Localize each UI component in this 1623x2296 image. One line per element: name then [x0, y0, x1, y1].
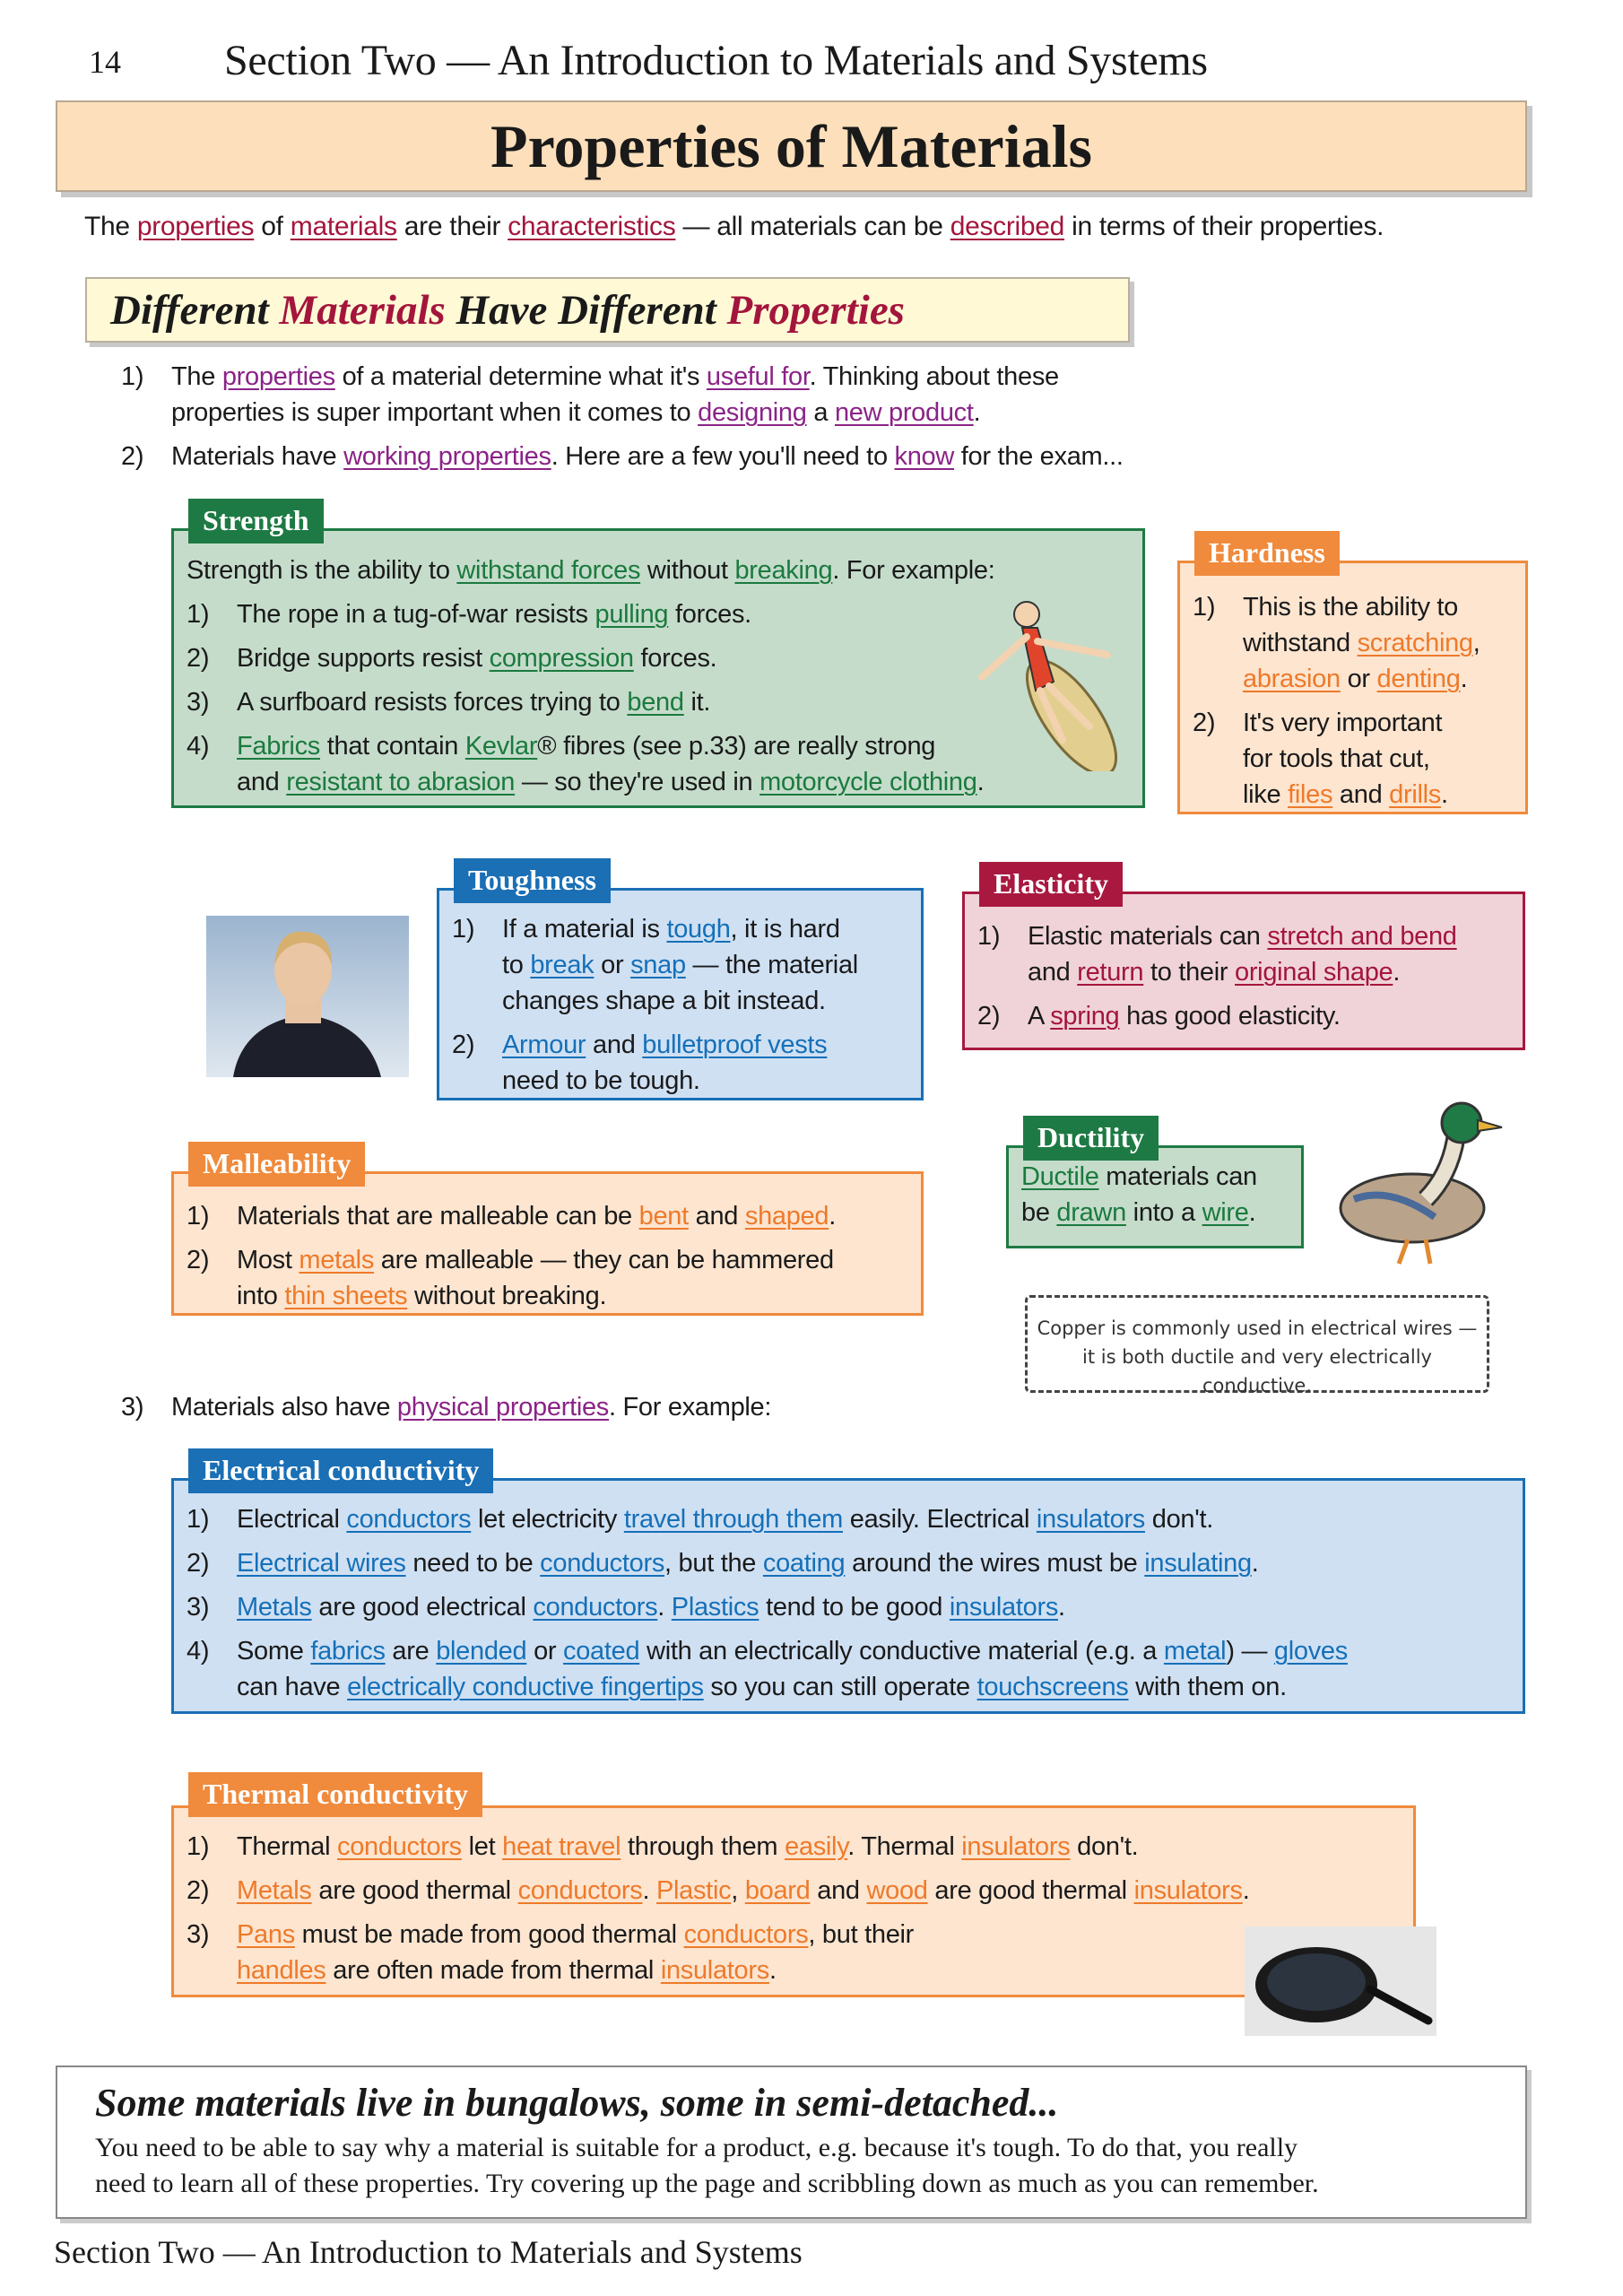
section-header: Section Two — An Introduction to Materials and Systems [224, 37, 1208, 84]
thermal-conductivity-box [171, 1805, 1416, 1997]
malleability-tab: Malleability [188, 1142, 365, 1187]
list-item [187, 1873, 1401, 1909]
list-item [187, 1633, 1510, 1705]
highlighted-term: scratching [1357, 629, 1473, 657]
item-text: Some fabrics are blended or coated with an electrically conductive material (e.g. a metal) — gloves can have electrically conductive fingertips so you can still operate touchscreens with them on. [237, 1637, 1348, 1701]
list-item [187, 1545, 1510, 1581]
item-number: 1) [977, 922, 1001, 951]
highlighted-term: Pans [237, 1920, 295, 1949]
highlighted-term: stretch and bend [1267, 922, 1457, 951]
item-text: Electrical wires need to be conductors, but the coating around the wires must be insulating. [237, 1549, 1259, 1578]
highlighted-term: metal [1163, 1637, 1227, 1665]
ductility-text: Ductile materials can be drawn into a wire. [1021, 1162, 1257, 1227]
list-item [187, 1829, 1401, 1865]
list-item [121, 1389, 1197, 1425]
highlighted-term: properties [136, 212, 255, 241]
subheading-part: Have Different [445, 287, 727, 334]
highlighted-term: conductors [517, 1876, 643, 1905]
highlighted-term: conductors [533, 1593, 658, 1622]
item-number: 1) [187, 1832, 210, 1861]
item-number: 1) [187, 1202, 210, 1231]
highlighted-term: drills [1389, 780, 1441, 809]
highlighted-term: breaking [734, 556, 833, 585]
list-item [452, 911, 908, 1019]
item-number: 1) [187, 1505, 210, 1534]
item-number: 2) [187, 1246, 210, 1274]
main-list [121, 359, 1287, 483]
list-item [121, 359, 1287, 430]
thermal-list [187, 1829, 1401, 1988]
highlighted-term: insulating [1144, 1549, 1252, 1578]
physical-properties-item [121, 1389, 1197, 1425]
item-text: Most metals are malleable — they can be hammered into thin sheets without breaking. [237, 1246, 834, 1310]
item-text: Metals are good thermal conductors. Plastic, board and wood are good thermal insulators. [237, 1876, 1250, 1905]
highlighted-term: return [1077, 958, 1144, 987]
highlighted-term: snap [630, 951, 686, 979]
highlighted-term: compression [489, 644, 634, 673]
copper-note: Copper is commonly used in electrical wires — it is both ductile and very electrically conductive. [1025, 1295, 1489, 1393]
highlighted-term: new product [834, 398, 974, 427]
item-text: Fabrics that contain Kevlar® fibres (see p.33) are really strong and resistant to abrasion — so they're used in motorcycle clothing. [237, 732, 985, 796]
highlighted-term: physical properties [396, 1393, 609, 1422]
highlighted-term: thin sheets [284, 1282, 408, 1310]
item-text: Materials also have physical properties. For example: [171, 1393, 772, 1422]
item-number: 4) [187, 732, 210, 761]
toughness-list [452, 911, 908, 1099]
highlighted-term: designing [698, 398, 807, 427]
highlighted-term: coating [762, 1549, 846, 1578]
electrical-tab: Electrical conductivity [188, 1448, 493, 1493]
highlighted-term: wire [1202, 1198, 1249, 1227]
item-number: 2) [187, 1876, 210, 1905]
malleability-box [171, 1171, 924, 1316]
highlighted-term: working properties [343, 442, 551, 471]
highlighted-term: fabrics [310, 1637, 386, 1665]
electrical-list [187, 1501, 1510, 1705]
highlighted-term: bulletproof vests [642, 1031, 828, 1059]
page-title: Properties of Materials [56, 100, 1527, 192]
item-number: 1) [452, 915, 475, 944]
list-item [977, 998, 1510, 1034]
highlighted-term: insulators [1133, 1876, 1243, 1905]
malleability-list [187, 1198, 908, 1314]
highlighted-term: denting [1376, 665, 1461, 693]
list-item [1193, 589, 1513, 697]
item-text: Elastic materials can stretch and bend and return to their original shape. [1028, 922, 1457, 987]
intro-text: The properties of materials are their characteristics — all materials can be described in terms of their properties. [84, 212, 1384, 241]
highlighted-term: metals [299, 1246, 375, 1274]
toughness-box [437, 888, 924, 1100]
highlighted-term: Metals [237, 1876, 312, 1905]
highlighted-term: Ductile [1021, 1162, 1099, 1191]
highlighted-term: Electrical wires [237, 1549, 406, 1578]
frying-pan-photo [1245, 1926, 1436, 2036]
list-item [121, 439, 1287, 474]
highlighted-term: easily [785, 1832, 848, 1861]
highlighted-term: conductors [337, 1832, 462, 1861]
item-number: 3) [187, 688, 210, 717]
electrical-conductivity-box [171, 1478, 1525, 1714]
highlighted-term: shaped [744, 1202, 829, 1231]
highlighted-term: motorcycle clothing [759, 768, 977, 796]
item-text: Thermal conductors let heat travel through them easily. Thermal insulators don't. [237, 1832, 1139, 1861]
highlighted-term: Metals [237, 1593, 312, 1622]
highlighted-term: described [950, 212, 1065, 241]
item-text: If a material is tough, it is hard to break or snap — the material changes shape a bit instead. [502, 915, 858, 1015]
item-text: Materials that are malleable can be bent and shaped. [237, 1202, 836, 1231]
strength-tab: Strength [188, 499, 324, 544]
list-item [187, 1917, 1401, 1988]
highlighted-term: insulators [961, 1832, 1071, 1861]
item-text: The properties of a material determine what it's useful for. Thinking about these properties is super important when it comes to designing a new product. [171, 362, 1059, 427]
highlighted-term: blended [436, 1637, 527, 1665]
highlighted-term: bend [627, 688, 684, 717]
item-number: 1) [121, 362, 144, 391]
list-item [187, 1501, 1510, 1537]
highlighted-term: tough [666, 915, 731, 944]
page-number: 14 [89, 44, 121, 80]
item-number: 2) [121, 442, 144, 471]
strength-statement: Strength is the ability to withstand forces without breaking. For example: [187, 556, 995, 585]
highlighted-term: spring [1050, 1002, 1120, 1031]
item-number: 3) [187, 1593, 210, 1622]
highlighted-term: insulators [660, 1956, 769, 1985]
subheading-part: Different [110, 287, 280, 334]
item-number: 2) [1193, 709, 1216, 737]
subheading-accent: Properties [726, 287, 905, 334]
elasticity-tab: Elasticity [979, 862, 1123, 907]
thermal-tab: Thermal conductivity [188, 1772, 482, 1817]
highlighted-term: Armour [502, 1031, 586, 1059]
item-text: This is the ability to withstand scratching, abrasion or denting. [1243, 593, 1480, 693]
highlighted-term: Plastic [655, 1876, 732, 1905]
summary-box [56, 2066, 1527, 2219]
item-text: The rope in a tug-of-war resists pulling forces. [237, 600, 751, 629]
elasticity-box [962, 891, 1525, 1050]
list-item [1193, 705, 1513, 813]
toughness-tab: Toughness [454, 858, 611, 903]
highlighted-term: resistant to abrasion [286, 768, 516, 796]
item-number: 4) [187, 1637, 210, 1665]
item-text: Materials have working properties. Here are a few you'll need to know for the exam... [171, 442, 1124, 471]
item-number: 3) [121, 1393, 144, 1422]
highlighted-term: board [744, 1876, 811, 1905]
list-item [977, 918, 1510, 990]
highlighted-term: electrically conductive fingertips [347, 1673, 704, 1701]
hardness-tab: Hardness [1194, 531, 1340, 576]
item-number: 2) [187, 644, 210, 673]
item-text: A surfboard resists forces trying to bend it. [237, 688, 711, 717]
highlighted-term: files [1288, 780, 1333, 809]
highlighted-term: insulators [949, 1593, 1059, 1622]
highlighted-term: travel through them [623, 1505, 843, 1534]
highlighted-term: bent [638, 1202, 689, 1231]
highlighted-term: conductors [346, 1505, 472, 1534]
highlighted-term: Kevlar [464, 732, 538, 761]
highlighted-term: conductors [683, 1920, 809, 1949]
hardness-box [1177, 561, 1528, 814]
highlighted-term: pulling [595, 600, 669, 629]
item-number: 2) [452, 1031, 475, 1059]
highlighted-term: Fabrics [237, 732, 320, 761]
highlighted-term: materials [290, 212, 397, 241]
highlighted-term: characteristics [508, 212, 676, 241]
highlighted-term: abrasion [1243, 665, 1341, 693]
ductility-box [1006, 1145, 1304, 1248]
item-text: Armour and bulletproof vests need to be tough. [502, 1031, 828, 1095]
highlighted-term: useful for [706, 362, 810, 391]
highlighted-term: break [530, 951, 595, 979]
summary-title: Some materials live in bungalows, some in semi-detached... [95, 2081, 1059, 2125]
item-number: 2) [187, 1549, 210, 1578]
highlighted-term: know [894, 442, 955, 471]
highlighted-term: coated [563, 1637, 640, 1665]
highlighted-term: withstand forces [456, 556, 641, 585]
list-item [452, 1027, 908, 1099]
highlighted-term: insulators [1036, 1505, 1145, 1534]
item-text: Metals are good electrical conductors. Plastics tend to be good insulators. [237, 1593, 1065, 1622]
ductility-tab: Ductility [1023, 1116, 1159, 1161]
highlighted-term: touchscreens [976, 1673, 1129, 1701]
highlighted-term: conductors [540, 1549, 665, 1578]
hardness-list [1193, 589, 1513, 813]
highlighted-term: drawn [1056, 1198, 1126, 1227]
list-item [187, 1242, 908, 1314]
list-item [187, 1198, 908, 1234]
footer: Section Two — An Introduction to Materials and Systems [54, 2234, 803, 2270]
item-text: Pans must be made from good thermal conductors, but their handles are often made from thermal insulators. [237, 1920, 915, 1985]
item-number: 1) [187, 600, 210, 629]
highlighted-term: original shape [1235, 958, 1393, 987]
highlighted-term: handles [237, 1956, 326, 1985]
highlighted-term: Plastics [671, 1593, 759, 1622]
highlighted-term: properties [221, 362, 335, 391]
item-number: 2) [977, 1002, 1001, 1031]
security-guard-photo [206, 916, 409, 1077]
subheading [85, 277, 1130, 343]
highlighted-term: heat travel [502, 1832, 621, 1861]
highlighted-term: wood [866, 1876, 928, 1905]
item-number: 3) [187, 1920, 210, 1949]
item-text: Electrical conductors let electricity travel through them easily. Electrical insulators don't. [237, 1505, 1213, 1534]
item-text: A spring has good elasticity. [1028, 1002, 1341, 1031]
highlighted-term: gloves [1273, 1637, 1348, 1665]
surfer-illustration [973, 592, 1134, 771]
subheading-accent: Materials [279, 287, 446, 334]
item-number: 1) [1193, 593, 1216, 622]
item-text: It's very important for tools that cut, like files and drills. [1243, 709, 1448, 809]
duck-illustration [1327, 1091, 1505, 1269]
elasticity-list [977, 918, 1510, 1034]
summary-text: You need to be able to say why a material is suitable for a product, e.g. because it's tough. To do that, you really need to learn all of these properties. Try covering up the page and scribbling down as much as you can remember. [95, 2133, 1319, 2198]
list-item [187, 1589, 1510, 1625]
item-text: Bridge supports resist compression forces. [237, 644, 717, 673]
